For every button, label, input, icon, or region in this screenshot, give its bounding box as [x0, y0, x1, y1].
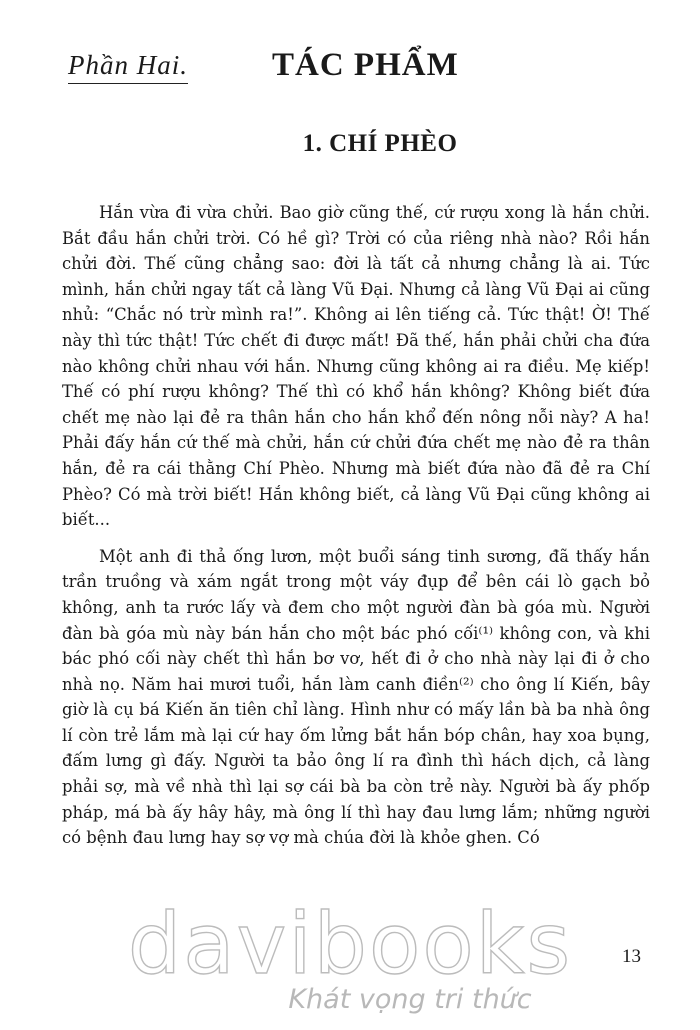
- paragraph-2: Một anh đi thả ống lươn, một buổi sáng tinh sương, đã thấy hắn trần truồng và xám ngắt trong một váy đụp để bên cái lò gạch bỏ không, anh ta rước lấy và đem cho một người đàn bà góa mù. Người đàn bà góa mù này bán hắn cho một bác phó cối⁽¹⁾ không con, và khi bác phó cối này chết thì hắn bơ vơ, hết đi ở cho nhà này lại đi ở cho nhà nọ. Năm hai mươi tuổi, hắn làm canh điền⁽²⁾ cho ông lí Kiến, bây giờ là cụ bá Kiến ăn tiên chỉ làng. Hình như có mấy lần bà ba nhà ông lí còn trẻ lắm mà lại cứ hay ốm lửng bắt hắn bóp chân, hay xoa bụng, đấm lưng gì đấy. Người ta bảo ông lí ra đình thì hách dịch, cả làng phải sợ, mà về nhà thì lại sợ cái bà ba còn trẻ này. Người bà ấy phốp pháp, má bà ấy hây hây, mà ông lí thì hay đau lưng lắm; những người có bệnh đau lưng hay sợ vợ mà chúa đời là khỏe ghen. Có: [62, 546, 650, 848]
- section-title: TÁC PHẨM: [272, 47, 459, 83]
- page-number: 13: [622, 946, 641, 967]
- watermark-brand: davibooks: [127, 895, 573, 993]
- watermark-tagline: Khát vọng tri thức: [288, 984, 532, 1015]
- body-text: [62, 200, 650, 851]
- chapter-title: 1. CHÍ PHÈO: [302, 130, 458, 157]
- paragraph-1: Hắn vừa đi vừa chửi. Bao giờ cũng thế, cứ rượu xong là hắn chửi. Bắt đầu hắn chửi trời. Có hề gì? Trời có của riêng nhà nào? Rồi hắn chửi đời. Thế cũng chẳng sao: đời là tất cả nhưng chẳng là ai. Tức mình, hắn chửi ngay tất cả làng Vũ Đại. Nhưng cả làng Vũ Đại ai cũng nhủ: “Chắc nó trừ mình ra!”. Không ai lên tiếng cả. Tức thật! Ờ! Thế này thì tức thật! Tức chết đi được mất! Đã thế, hắn phải chửi cha đứa nào không chửi nhau với hắn. Nhưng cũng không ai ra điều. Mẹ kiếp! Thế có phí rượu không? Thế thì có khổ hắn không? Không biết đứa chết mẹ nào lại đẻ ra thân hắn cho hắn khổ đến nông nỗi này? A ha! Phải đấy hắn cứ thế mà chửi, hắn cứ chửi đứa chết mẹ nào đẻ ra thân hắn, đẻ ra cái thằng Chí Phèo. Nhưng mà biết đứa nào đã đẻ ra Chí Phèo? Có mà trời biết! Hắn không biết, cả làng Vũ Đại cũng không ai biết...: [62, 203, 650, 530]
- part-label: Phần Hai.: [68, 50, 188, 84]
